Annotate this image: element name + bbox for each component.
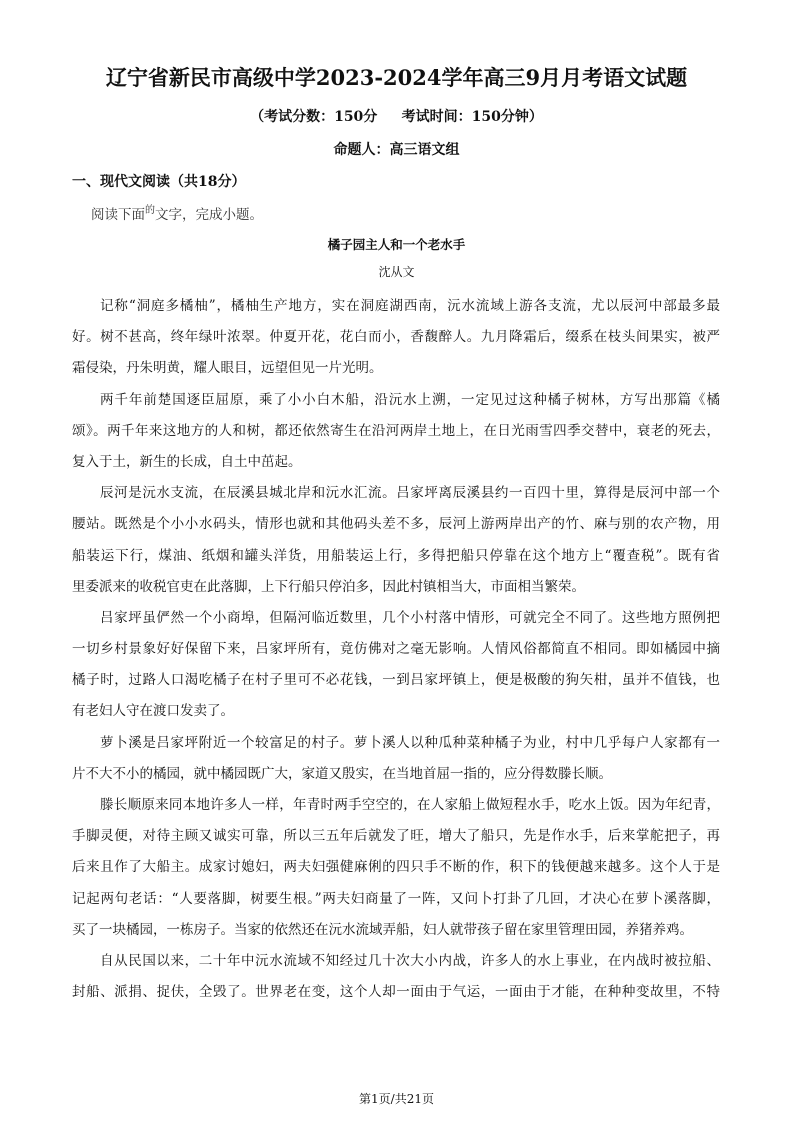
paragraph bbox=[72, 795, 720, 951]
paragraph bbox=[72, 296, 720, 390]
paragraph-line: 复入于土，新生的长成，自土中茁起。 bbox=[72, 453, 302, 470]
exam-info: （考试分数：150分 考试时间：150分钟） bbox=[250, 109, 543, 125]
paragraph-line: 自从民国以来，二十年中沅水流域不知经过几十次大小内战，许多人的水上事业，在内战时被拉船、 bbox=[100, 952, 720, 969]
paragraph-line: 船装运下行，煤油、纸烟和罐头洋货，用船装运上行，多得把船只停靠在这个地方上“覆查税”。既有省 bbox=[72, 547, 720, 564]
paragraph-line: 两千年前楚国逐臣屈原，乘了小小白木船，沿沅水上溯，一定见过这种橘子树林，方写出那篇《橘 bbox=[100, 391, 720, 408]
paragraph bbox=[72, 390, 720, 484]
paragraph-line: 片不大不小的橘园，就中橘园既广大，家道又殷实，在当地首屈一指的，应分得数滕长顺。 bbox=[72, 765, 612, 782]
story-body bbox=[72, 296, 720, 1013]
paragraph-line: 萝卜溪是吕家坪附近一个较富足的村子。萝卜溪人以种瓜种菜种橘子为业，村中几乎每户人家都有一 bbox=[100, 734, 720, 751]
story-title: 橘子园主人和一个老水手 bbox=[327, 237, 466, 252]
section-heading: 一、现代文阅读（共18分） bbox=[72, 174, 246, 190]
paragraph bbox=[72, 483, 720, 608]
exam-author: 命题人：高三语文组 bbox=[333, 142, 460, 158]
paragraph bbox=[72, 608, 720, 733]
paragraph-line: 手脚灵便，对待主顾又诚实可靠，所以三五年后就发了旺，增大了船只，先是作水手，后来掌舵把子，再 bbox=[72, 828, 720, 845]
paragraph-line: 橘子时，过路人口渴吃橘子在村子里可不必花钱，一到吕家坪镇上，便是极酸的狗矢柑，虽并不值钱，也 bbox=[72, 672, 720, 689]
paragraph-line: 辰河是沅水支流，在辰溪县城北岸和沅水汇流。吕家坪离辰溪县约一百四十里，算得是辰河中部一个 bbox=[100, 485, 720, 502]
reading-instruction bbox=[91, 201, 263, 223]
paragraph-line: 霜侵染，丹朱明黄，耀人眼目，远望但见一片光明。 bbox=[72, 360, 383, 377]
paragraph bbox=[72, 951, 720, 1013]
paragraph-line: 一切乡村景象好好保留下来，吕家坪所有，竟仿佛对之毫无影响。人情风俗都简直不相同。即如橘园中摘 bbox=[72, 641, 720, 658]
instruction-sup: 的 bbox=[145, 205, 155, 216]
paragraph-line: 颂》。两千年来这地方的人和树，都还依然寄生在沿河两岸土地上，在日光雨雪四季交替中，衰老的死去， bbox=[72, 422, 720, 439]
paragraph bbox=[72, 733, 720, 795]
paragraph-line: 滕长顺原来同本地许多人一样，年青时两手空空的，在人家船上做短程水手，吃水上饭。因为年纪青， bbox=[100, 797, 720, 813]
paragraph-line: 记起两句老话：“人要落脚，树要生根。”两夫妇商量了一阵，又问卜打卦了几回，才决心在萝卜溪落脚， bbox=[72, 890, 720, 907]
paragraph-line: 封船、派捐、捉伕，全毁了。世界老在变，这个人却一面由于气运，一面由于才能，在种种变故里，不特 bbox=[72, 984, 720, 1001]
paragraph-line: 有老妇人守在渡口发卖了。 bbox=[72, 703, 234, 720]
paragraph-line: 腰站。既然是个小小水码头，情形也就和其他码头差不多，辰河上游两岸出产的竹、麻与别的农产物，用 bbox=[72, 516, 720, 533]
paragraph-line: 吕家坪虽俨然一个小商埠，但隔河临近数里，几个小村落中情形，可就完全不同了。这些地方照例把 bbox=[100, 609, 720, 626]
story-author: 沈从文 bbox=[378, 265, 415, 279]
paragraph-line: 后来且作了大船主。成家讨媳妇，两夫妇强健麻俐的四只手不断的作，积下的钱便越来越多。这个人于是 bbox=[72, 859, 720, 876]
paragraph-line: 里委派来的收税官吏在此落脚，上下行船只停泊多，因此村镇相当大，市面相当繁荣。 bbox=[72, 578, 585, 595]
instruction-text: 阅读下面 bbox=[91, 207, 145, 223]
paragraph-line: 好。树不甚高，终年绿叶浓翠。仲夏开花，花白而小，香馥醉人。九月降霜后，缀系在枝头间果实，被严 bbox=[72, 329, 720, 346]
page-number: 第1页/共21页 bbox=[359, 1092, 434, 1106]
paragraph-line: 买了一块橘园，一栋房子。当家的依然还在沅水流域弄船，妇人就带孩子留在家里管理田园，养猪养鸡。 bbox=[72, 921, 693, 938]
instruction-text: 文字，完成小题。 bbox=[155, 207, 263, 223]
exam-title: 辽宁省新民市高级中学2023-2024学年高三9月月考语文试题 bbox=[105, 65, 688, 90]
paragraph-line: 记称“洞庭多橘柚”，橘柚生产地方，实在洞庭湖西南，沅水流域上游各支流，尤以辰河中部最多最 bbox=[100, 298, 720, 314]
